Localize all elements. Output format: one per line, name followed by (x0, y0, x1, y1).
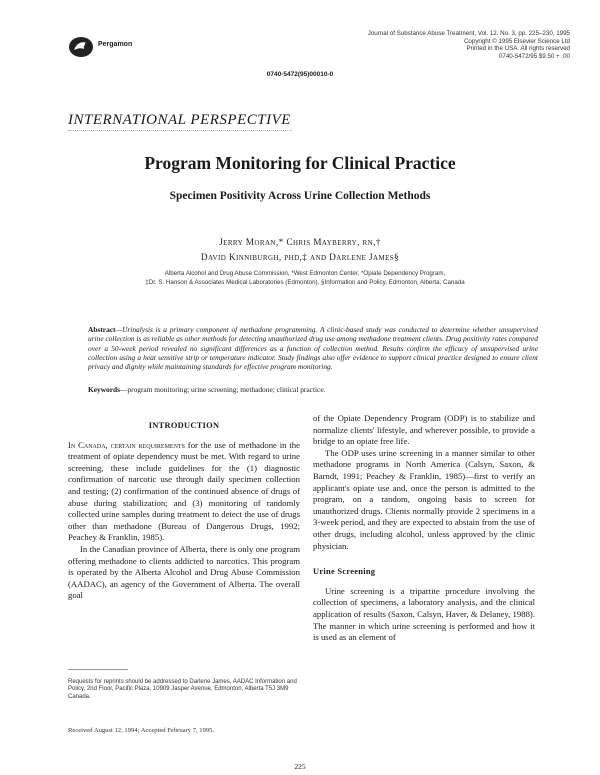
paragraph (68, 440, 300, 544)
right-column (313, 413, 535, 644)
paragraph-lead: In Canada, certain requirements (68, 439, 185, 450)
section-heading-introduction: INTRODUCTION (148, 421, 220, 430)
paragraph: Urine screening is a tripartite procedure involving the collection of specimens, a laboratory analysis, and the clinical application of results (Saxon, Calsyn, Haver, & Delaney, 1988). The manner in which urine screening is performed and how it is used as an element of (313, 585, 535, 643)
banner-divider (68, 130, 292, 131)
abstract (88, 325, 538, 371)
article-title: Program Monitoring for Clinical Practice (144, 153, 456, 173)
abstract-label: Abstract (88, 325, 116, 334)
affiliation-line-1: Alberta Alcohol and Drug Abuse Commission, *West Edmonton Center, *Opiate Dependency Program, (164, 270, 446, 277)
section-heading-urine-screening: Urine Screening (313, 567, 376, 577)
paragraph: In the Canadian province of Alberta, there is only one program offering methadone to clients addicted to narcotics. This program is operated by the Alberta Alcohol and Drug Abuse Commission (AADAC), an agency of the Government of Alberta. The overall goal (68, 543, 300, 601)
footnote: Requests for reprints should be addressed to Darlene James, AADAC Information and Policy, 2nd Floor, Pacific Plaza, 10909 Jasper Avenue, Edmonton, Alberta T5J 3M9 Canada. (68, 679, 297, 700)
keywords-label: Keywords (88, 385, 121, 394)
left-column (68, 420, 300, 602)
authors-line-2: David Kinniburgh, phd,‡ and Darlene James§ (200, 253, 400, 263)
article-subtitle: Specimen Positivity Across Urine Collection Methods (169, 190, 431, 202)
journal-line: Journal of Substance Abuse Treatment, Vol. 12, No. 3, pp. 225–230, 1995 (367, 30, 570, 37)
page-number: 225 (294, 762, 306, 771)
publisher-name: Pergamon (98, 41, 133, 48)
journal-line: Copyright © 1995 Elsevier Science Ltd (463, 37, 570, 45)
journal-line: 0740-5472/95 $9.50 + .00 (498, 52, 570, 60)
footnote-divider (68, 669, 128, 670)
journal-line: Printed in the USA. All rights reserved (466, 45, 570, 53)
paragraph: of the Opiate Dependency Program (ODP) is to stabilize and normalize clients' lifestyle, and wherever possible, to provide a bridge to an opiate free life. (313, 413, 535, 447)
paragraph-text: for the use of methadone in the treatment of opiate dependency must be met. With regard to urine screening, these include guidelines for the (1) diagnostic confirmation of narcotic use through daily specimen collection and testing; (2) confirmation of the continued absence of drugs of abuse during stabilization; and (3) monitoring of randomly collected urine samples during treatment to detect the use of drugs other than methadone (Bureau of Dangerous Drugs, 1992; Peachey & Franklin, 1985). (68, 439, 300, 543)
section-banner: INTERNATIONAL PERSPECTIVE (68, 112, 291, 128)
paragraph: The ODP uses urine screening in a manner similar to other methadone programs in North America (Calsyn, Saxon, & Barndt, 1991; Peachey & Franklin, 1985)—first to verify an applicant's opiate use and, once the person is admitted to the program, on a random, ongoing basis to screen for unauthorized drugs. Clients normally provide 2 specimens in a 3-week period, and they are expected to abstain from the use of other drugs, including alcohol, unless approved by the clinic physician. (313, 447, 535, 551)
authors-line-1: Jerry Moran,* Chris Mayberry, rn,† (219, 238, 381, 248)
keywords (88, 385, 538, 394)
abstract-text: —Urinalysis is a primary component of methadone programming. A clinic-based study was conducted to determine whether unsupervised urine collection is as reliable as other methods for detecting unauthorized drug use among methadone treatment clients. Drug positivity rates compared over a 50-week period revealed no significant differences as a function of collection method. Results confirm the efficacy of unsupervised urine collection using a heat sensitive strip or temperature indicator. Study findings also offer evidence to support clinical practice designed to ensure client privacy and dignity while maintaining standards for effective program monitoring. (88, 325, 538, 372)
keywords-text: —program monitoring; urine screening; methadone; clinical practice. (120, 385, 326, 394)
pergamon-logo-icon (68, 36, 94, 58)
affiliation-line-2: ‡Dr. S. Hanson & Associates Medical Laboratories (Edmonton), §Information and Policy, Edmonton, Alberta, Canada (145, 279, 465, 286)
document-identifier: 0740-5472(95)00010-0 (266, 71, 334, 78)
journal-citation (270, 30, 570, 60)
received-date: Received August 12, 1994; Accepted February 7, 1995. (68, 727, 215, 734)
